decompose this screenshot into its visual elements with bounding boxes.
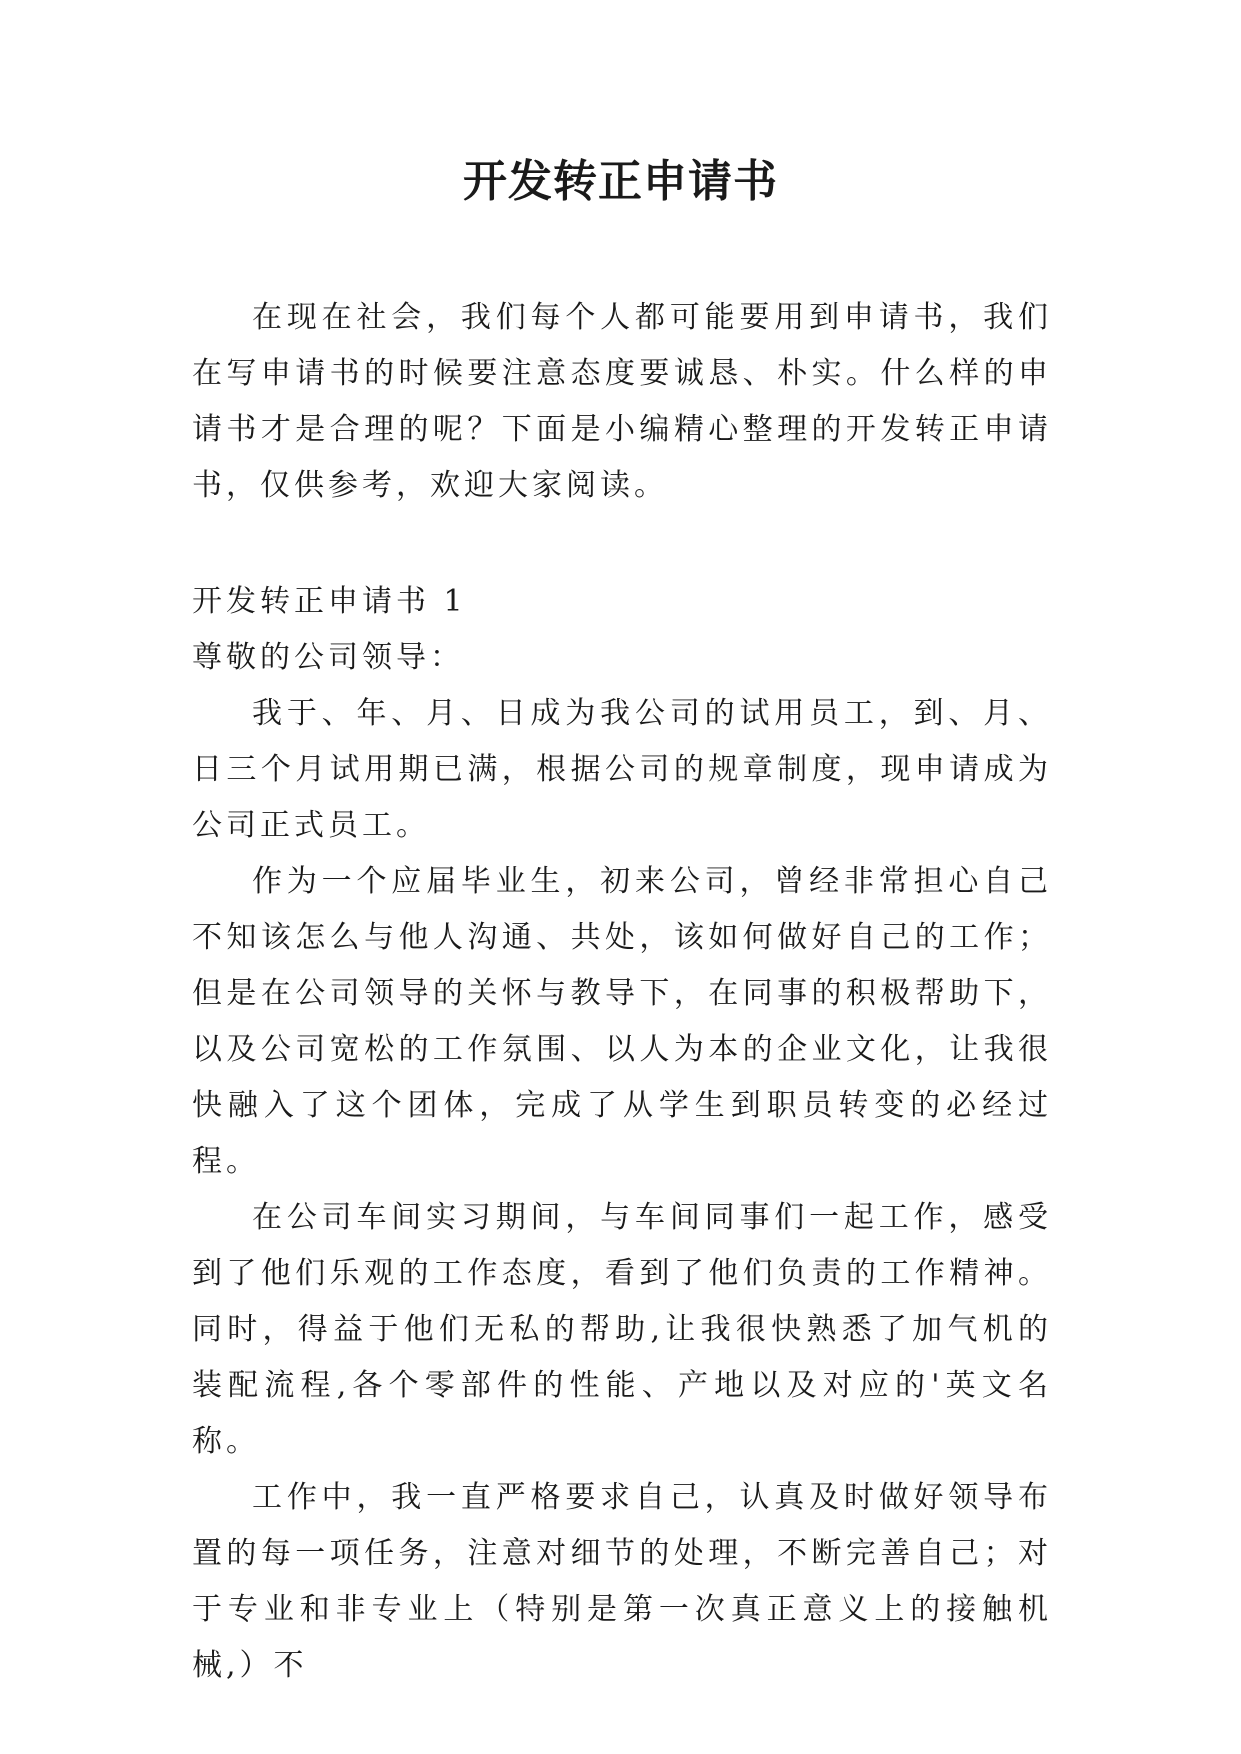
section-spacer [192, 514, 1052, 574]
salutation: 尊敬的公司领导： [192, 640, 464, 675]
body-paragraph-4: 工作中，我一直严格要求自己，认真及时做好领导布置的每一项任务，注意对细节的处理，不断完善自己；对于专业和非专业上（特别是第一次真正意义上的接触机械,）不 [192, 1480, 1052, 1683]
intro-paragraph: 在现在社会，我们每个人都可能要用到申请书，我们在写申请书的时候要注意态度要诚恳、朴实。什么样的申请书才是合理的呢？下面是小编精心整理的开发转正申请书，仅供参考，欢迎大家阅读。 [192, 300, 1052, 503]
document-title: 开发转正申请书 [463, 156, 778, 207]
body-paragraph-3: 在公司车间实习期间，与车间同事们一起工作，感受到了他们乐观的工作态度，看到了他们负责的工作精神。同时，得益于他们无私的帮助,让我很快熟悉了加气机的装配流程,各个零部件的性能、产地以及对应的'英文名称。 [192, 1200, 1052, 1459]
document-body [192, 290, 1052, 1694]
body-paragraph-2: 作为一个应届毕业生，初来公司，曾经非常担心自己不知该怎么与他人沟通、共处，该如何做好自己的工作；但是在公司领导的关怀与教导下，在同事的积极帮助下，以及公司宽松的工作氛围、以人为本的企业文化，让我很快融入了这个团体，完成了从学生到职员转变的必经过程。 [192, 864, 1052, 1179]
body-paragraph-1: 我于、年、月、日成为我公司的试用员工，到、月、日三个月试用期已满，根据公司的规章制度，现申请成为公司正式员工。 [192, 696, 1052, 843]
section-title: 开发转正申请书 1 [192, 584, 467, 619]
